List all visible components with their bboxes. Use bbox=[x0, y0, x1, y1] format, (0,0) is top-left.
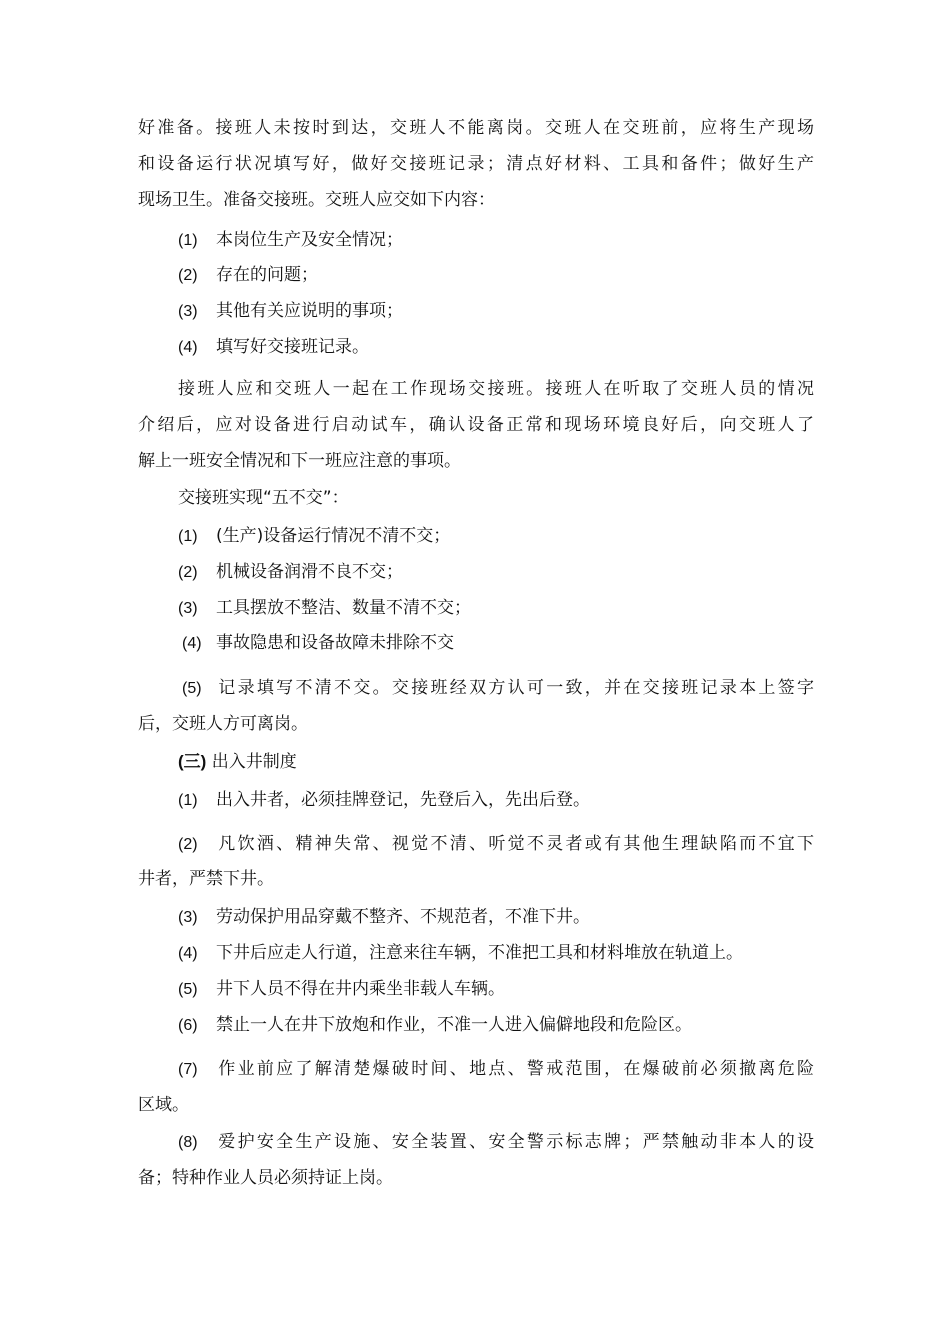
item-text: 工具摆放不整洁、数量不清不交； bbox=[216, 598, 471, 618]
well-item-continuation: 区域。 bbox=[138, 1095, 189, 1115]
item-number: (7) bbox=[178, 1061, 198, 1078]
item-number: (2) bbox=[178, 267, 198, 284]
five-no-title: 交接班实现“五不交”： bbox=[178, 488, 349, 508]
receive-line-1: 接班人应和交班人一起在工作现场交接班。接班人在听取了交班人员的情况 bbox=[178, 379, 814, 399]
item-number: (1) bbox=[178, 792, 198, 809]
section-number: (三) bbox=[178, 752, 207, 771]
section-heading bbox=[178, 750, 297, 774]
five-no-item bbox=[182, 631, 454, 656]
receive-line-2: 介绍后，应对设备进行启动试车，确认设备正常和现场环境良好后，向交班人了 bbox=[138, 415, 814, 435]
item-text: 凡饮酒、精神失常、视觉不清、听觉不灵者或有其他生理缺陷而不宜下 bbox=[216, 834, 814, 854]
item-number: (3) bbox=[178, 303, 198, 320]
item-number: (6) bbox=[178, 1017, 198, 1034]
item-number: (4) bbox=[178, 945, 198, 962]
well-item bbox=[178, 905, 590, 930]
item-number: (1) bbox=[178, 528, 198, 545]
item-text: 作业前应了解清楚爆破时间、地点、警戒范围，在爆破前必须撤离危险 bbox=[216, 1059, 814, 1079]
five-no-item bbox=[178, 524, 450, 549]
well-item-continuation: 备；特种作业人员必须持证上岗。 bbox=[138, 1168, 393, 1188]
intro-line-3: 现场卫生。准备交接班。交班人应交如下内容： bbox=[138, 190, 495, 210]
well-item-continuation: 井者，严禁下井。 bbox=[138, 869, 274, 889]
handover-item bbox=[178, 263, 318, 288]
well-item bbox=[178, 977, 505, 1002]
item-text: 井下人员不得在井内乘坐非载人车辆。 bbox=[216, 979, 505, 999]
handover-item bbox=[178, 228, 403, 253]
item-number: (2) bbox=[178, 564, 198, 581]
item-text: 劳动保护用品穿戴不整齐、不规范者，不准下井。 bbox=[216, 907, 590, 927]
item-text: 禁止一人在井下放炮和作业，不准一人进入偏僻地段和危险区。 bbox=[216, 1015, 692, 1035]
well-item bbox=[178, 1013, 692, 1038]
item-text: 机械设备润滑不良不交； bbox=[216, 562, 403, 582]
item-text: 存在的问题； bbox=[216, 265, 318, 285]
item-number: (1) bbox=[178, 232, 198, 249]
well-item bbox=[178, 788, 590, 813]
item-text: 本岗位生产及安全情况； bbox=[216, 230, 403, 250]
item-number: (4) bbox=[178, 339, 198, 356]
receive-line-3: 解上一班安全情况和下一班应注意的事项。 bbox=[138, 451, 461, 471]
intro-line-1: 好准备。接班人未按时到达，交班人不能离岗。交班人在交班前，应将生产现场 bbox=[138, 118, 814, 138]
five-no-item bbox=[178, 596, 471, 621]
item-text: 爱护安全生产设施、安全装置、安全警示标志牌；严禁触动非本人的设 bbox=[216, 1132, 814, 1152]
item-number: (3) bbox=[178, 600, 198, 617]
item-text: 事故隐患和设备故障未排除不交 bbox=[216, 633, 454, 653]
item-number: (5) bbox=[178, 981, 198, 998]
item-5-line-2: 后，交班人方可离岗。 bbox=[138, 714, 308, 734]
item-number: (3) bbox=[178, 909, 198, 926]
well-item bbox=[178, 832, 814, 857]
item-number: (4) bbox=[182, 635, 202, 652]
handover-item bbox=[178, 299, 403, 324]
item-number: (8) bbox=[178, 1134, 198, 1151]
well-item bbox=[178, 1130, 814, 1155]
item-text: 下井后应走人行道，注意来往车辆，不准把工具和材料堆放在轨道上。 bbox=[216, 943, 743, 963]
item-text: 记录填写不清不交。交接班经双方认可一致，并在交接班记录本上签字 bbox=[216, 678, 814, 698]
item-text: 其他有关应说明的事项； bbox=[216, 301, 403, 321]
well-item bbox=[178, 1057, 814, 1082]
section-title: 出入井制度 bbox=[211, 752, 297, 772]
item-number: (2) bbox=[178, 836, 198, 853]
intro-line-2: 和设备运行状况填写好，做好交接班记录；清点好材料、工具和备件；做好生产 bbox=[138, 154, 814, 174]
item-text: 出入井者，必须挂牌登记，先登后入，先出后登。 bbox=[216, 790, 590, 810]
well-item bbox=[178, 941, 743, 966]
item-text: 填写好交接班记录。 bbox=[216, 337, 369, 357]
item-number: (5) bbox=[182, 680, 202, 697]
item-5-line-1 bbox=[182, 676, 814, 701]
handover-item bbox=[178, 335, 369, 360]
five-no-item bbox=[178, 560, 403, 585]
item-text: (生产)设备运行情况不清不交； bbox=[216, 526, 451, 546]
